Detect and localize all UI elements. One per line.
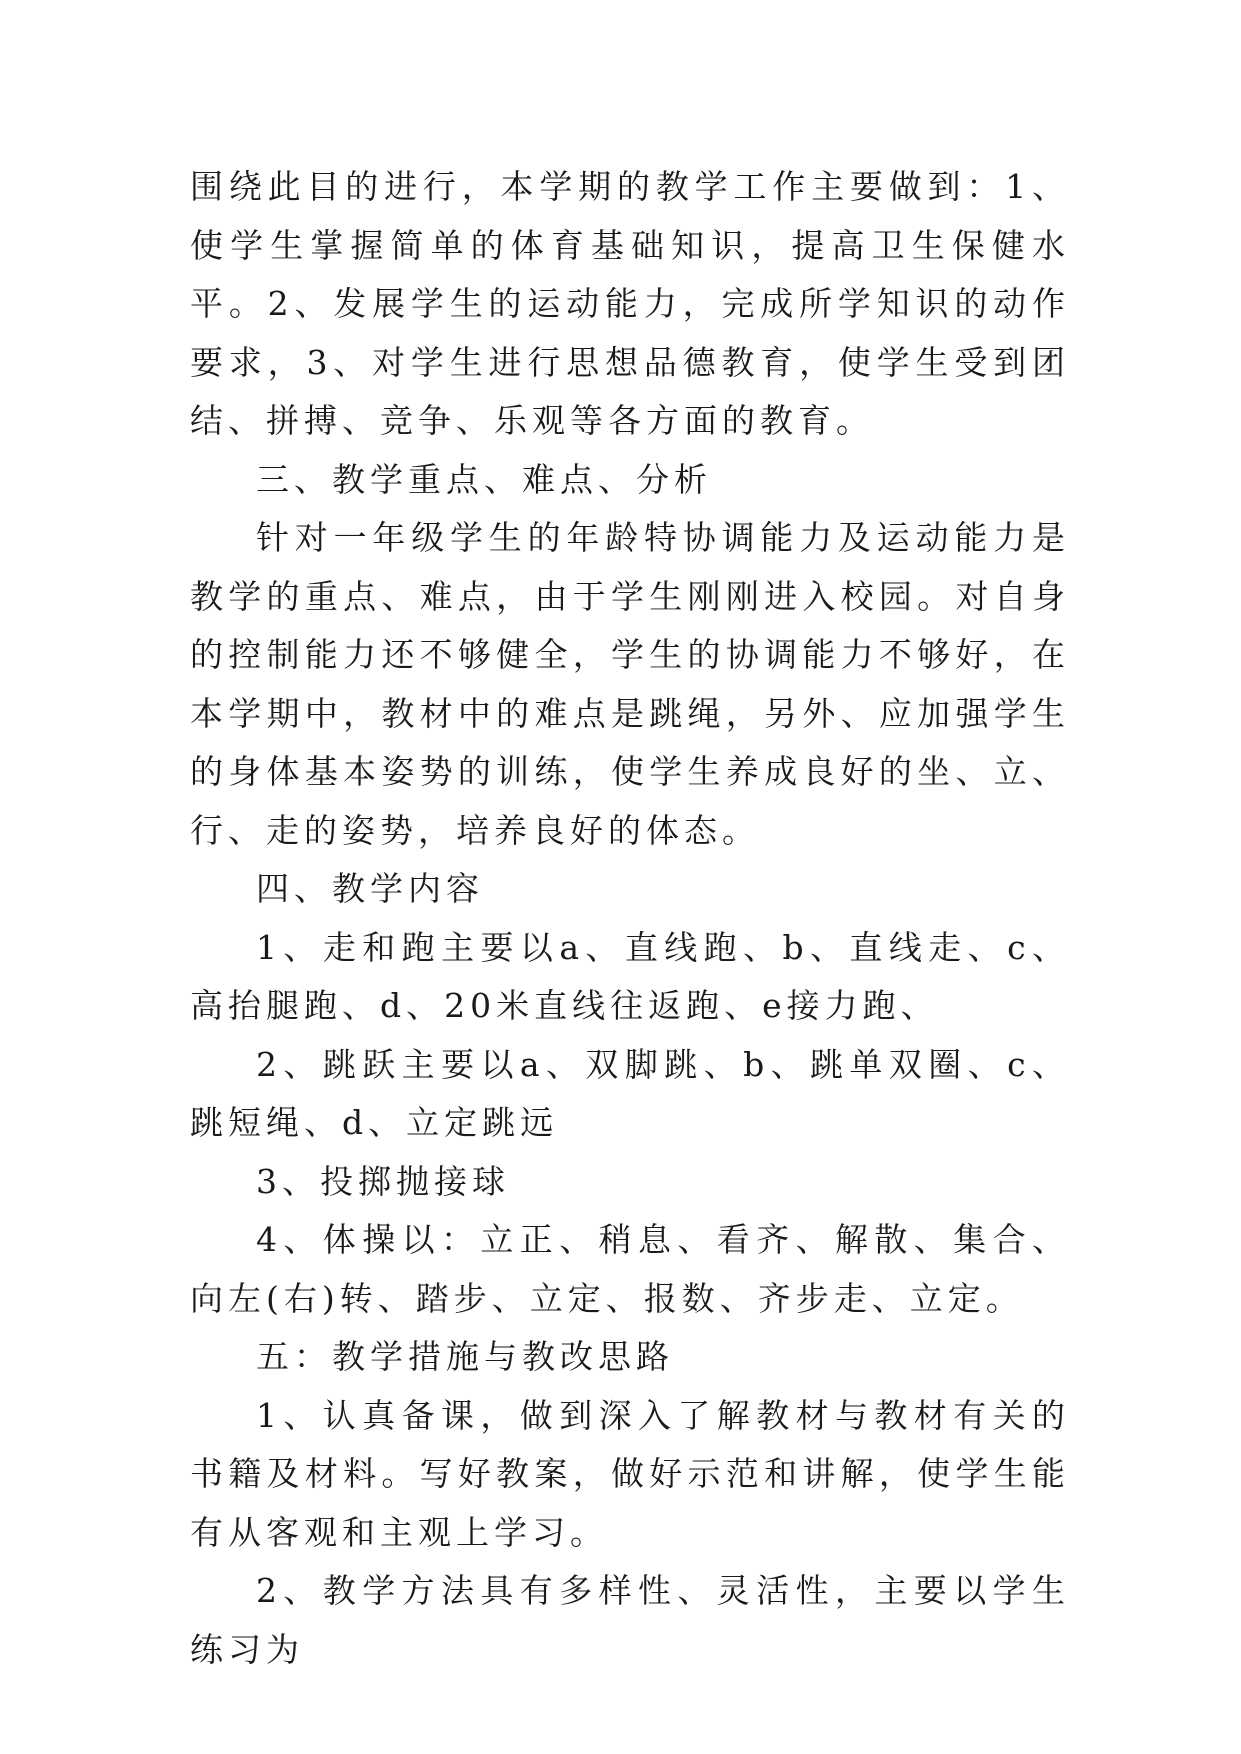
list-item-walk-run: 1、走和跑主要以a、直线跑、b、直线走、c、高抬腿跑、d、20米直线往返跑、e接力跑、 bbox=[190, 927, 1070, 1025]
heading-teaching-measures: 五：教学措施与教改思路 bbox=[256, 1337, 674, 1376]
paragraph-goals: 围绕此目的进行，本学期的教学工作主要做到：1、使学生掌握简单的体育基础知识，提高卫生保健水平。2、发展学生的运动能力，完成所学知识的动作要求，3、对学生进行思想品德教育，使学生受到团结、拼搏、竞争、乐观等各方面的教育。 bbox=[190, 167, 1070, 440]
heading-teaching-content: 四、教学内容 bbox=[256, 869, 484, 908]
list-item-lesson-prep: 1、认真备课，做到深入了解教材与教材有关的书籍及材料。写好教案，做好示范和讲解，使学生能有从客观和主观上学习。 bbox=[190, 1395, 1070, 1552]
list-item-throwing: 3、投掷抛接球 bbox=[256, 1161, 510, 1201]
heading-key-points: 三、教学重点、难点、分析 bbox=[256, 459, 712, 499]
document-body bbox=[190, 158, 1070, 1679]
list-item-jumping: 2、跳跃主要以a、双脚跳、b、跳单双圈、c、跳短绳、d、立定跳远 bbox=[190, 1044, 1070, 1142]
list-item-teaching-methods: 2、教学方法具有多样性、灵活性，主要以学生练习为 bbox=[190, 1571, 1070, 1669]
list-item-gymnastics: 4、体操以：立正、稍息、看齐、解散、集合、向左(右)转、踏步、立定、报数、齐步走、立定。 bbox=[190, 1220, 1070, 1318]
paragraph-key-points: 针对一年级学生的年龄特协调能力及运动能力是教学的重点、难点，由于学生刚刚进入校园。对自身的控制能力还不够健全，学生的协调能力不够好，在本学期中，教材中的难点是跳绳，另外、应加强学生的身体基本姿势的训练，使学生养成良好的坐、立、行、走的姿势，培养良好的体态。 bbox=[190, 518, 1070, 850]
